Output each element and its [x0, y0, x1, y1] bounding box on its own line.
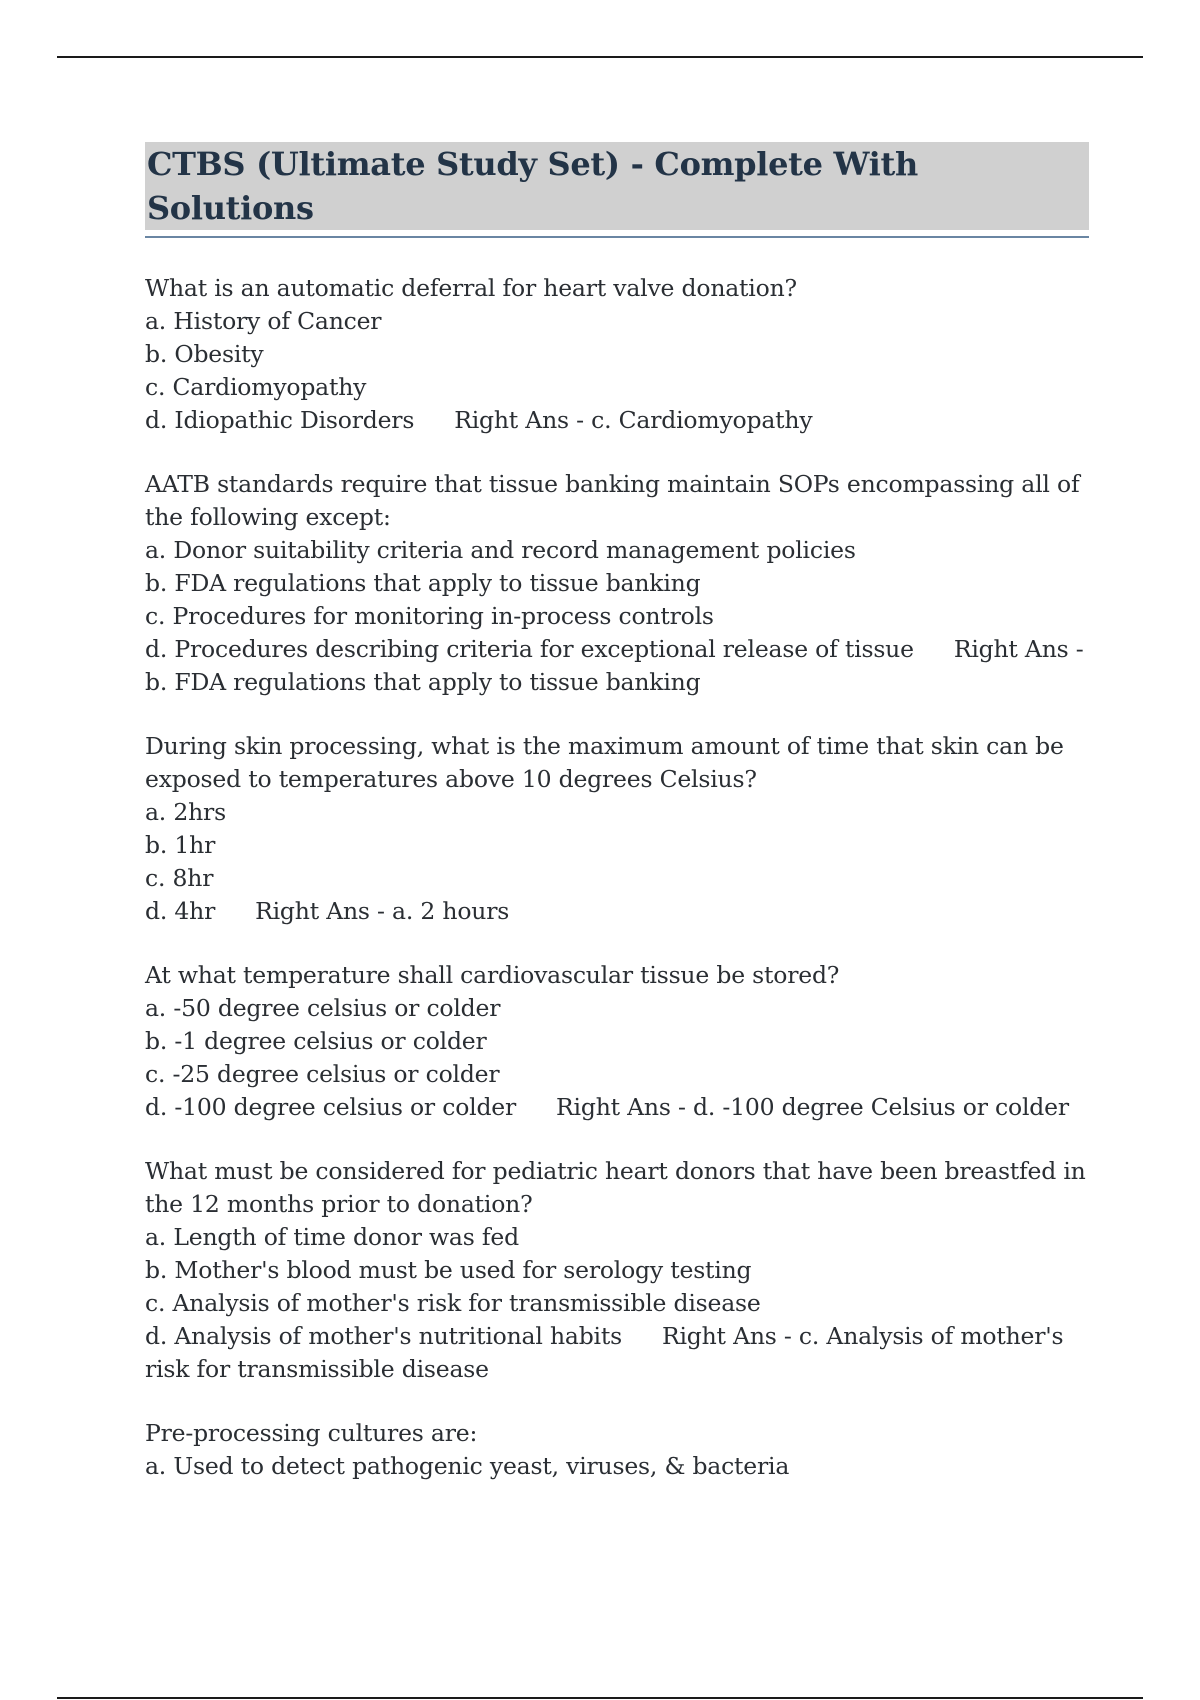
- question-block: [145, 272, 1089, 437]
- question-block: [145, 959, 1089, 1124]
- answer-option-last: [145, 633, 1089, 699]
- answer-option: a. Donor suitability criteria and record management policies: [145, 536, 856, 564]
- answer-option: b. Mother's blood must be used for serology testing: [145, 1256, 752, 1284]
- answer-option: c. Analysis of mother's risk for transmissible disease: [145, 1289, 761, 1317]
- document-body: [145, 142, 1089, 1514]
- question-text: At what temperature shall cardiovascular tissue be stored?: [145, 961, 840, 989]
- answer-option-text: d. -100 degree celsius or colder: [145, 1093, 517, 1121]
- footer-rule: [57, 1697, 1143, 1699]
- correct-answer: Right Ans - b. FDA regulations that apply to tissue banking: [145, 635, 1084, 696]
- question-block: [145, 730, 1089, 928]
- correct-answer: Right Ans - a. 2 hours: [255, 897, 510, 925]
- answer-option: b. FDA regulations that apply to tissue banking: [145, 569, 701, 597]
- answer-option: c. Procedures for monitoring in-process controls: [145, 602, 714, 630]
- question-text: During skin processing, what is the maximum amount of time that skin can be exposed to temperatures above 10 degrees Celsius?: [145, 732, 1064, 793]
- correct-answer: Right Ans - d. -100 degree Celsius or colder: [556, 1093, 1069, 1121]
- answer-option: b. 1hr: [145, 831, 216, 859]
- title-block: [145, 142, 1089, 238]
- answer-option: c. Cardiomyopathy: [145, 373, 367, 401]
- answer-option-last: [145, 1091, 1089, 1124]
- question-block: [145, 1417, 1089, 1483]
- answer-option-text: d. 4hr: [145, 897, 216, 925]
- answer-option: b. -1 degree celsius or colder: [145, 1027, 487, 1055]
- header-rule: [57, 56, 1143, 58]
- answer-option: c. -25 degree celsius or colder: [145, 1060, 500, 1088]
- question-text: What is an automatic deferral for heart valve donation?: [145, 274, 797, 302]
- answer-option: c. 8hr: [145, 864, 214, 892]
- answer-option: a. History of Cancer: [145, 307, 382, 335]
- answer-option: a. -50 degree celsius or colder: [145, 994, 501, 1022]
- correct-answer: Right Ans - c. Analysis of mother's risk for transmissible disease: [145, 1322, 1064, 1383]
- question-text: AATB standards require that tissue banking maintain SOPs encompassing all of the following except:: [145, 470, 1080, 531]
- question-text: What must be considered for pediatric heart donors that have been breastfed in the 12 months prior to donation?: [145, 1157, 1086, 1218]
- answer-option: a. Length of time donor was fed: [145, 1223, 519, 1251]
- correct-answer: Right Ans - c. Cardiomyopathy: [454, 406, 813, 434]
- document-title: CTBS (Ultimate Study Set) - Complete With Solutions: [145, 142, 1089, 230]
- answer-option-last: [145, 1320, 1089, 1386]
- answer-option: a. 2hrs: [145, 798, 226, 826]
- question-text: Pre-processing cultures are:: [145, 1419, 478, 1447]
- answer-option: a. Used to detect pathogenic yeast, viruses, & bacteria: [145, 1452, 790, 1480]
- question-block: [145, 1155, 1089, 1386]
- question-block: [145, 468, 1089, 699]
- answer-option-text: d. Analysis of mother's nutritional habits: [145, 1322, 622, 1350]
- answer-option: b. Obesity: [145, 340, 264, 368]
- answer-option-text: d. Procedures describing criteria for exceptional release of tissue: [145, 635, 914, 663]
- answer-option-last: [145, 895, 1089, 928]
- answer-option-last: [145, 404, 1089, 437]
- answer-option-text: d. Idiopathic Disorders: [145, 406, 415, 434]
